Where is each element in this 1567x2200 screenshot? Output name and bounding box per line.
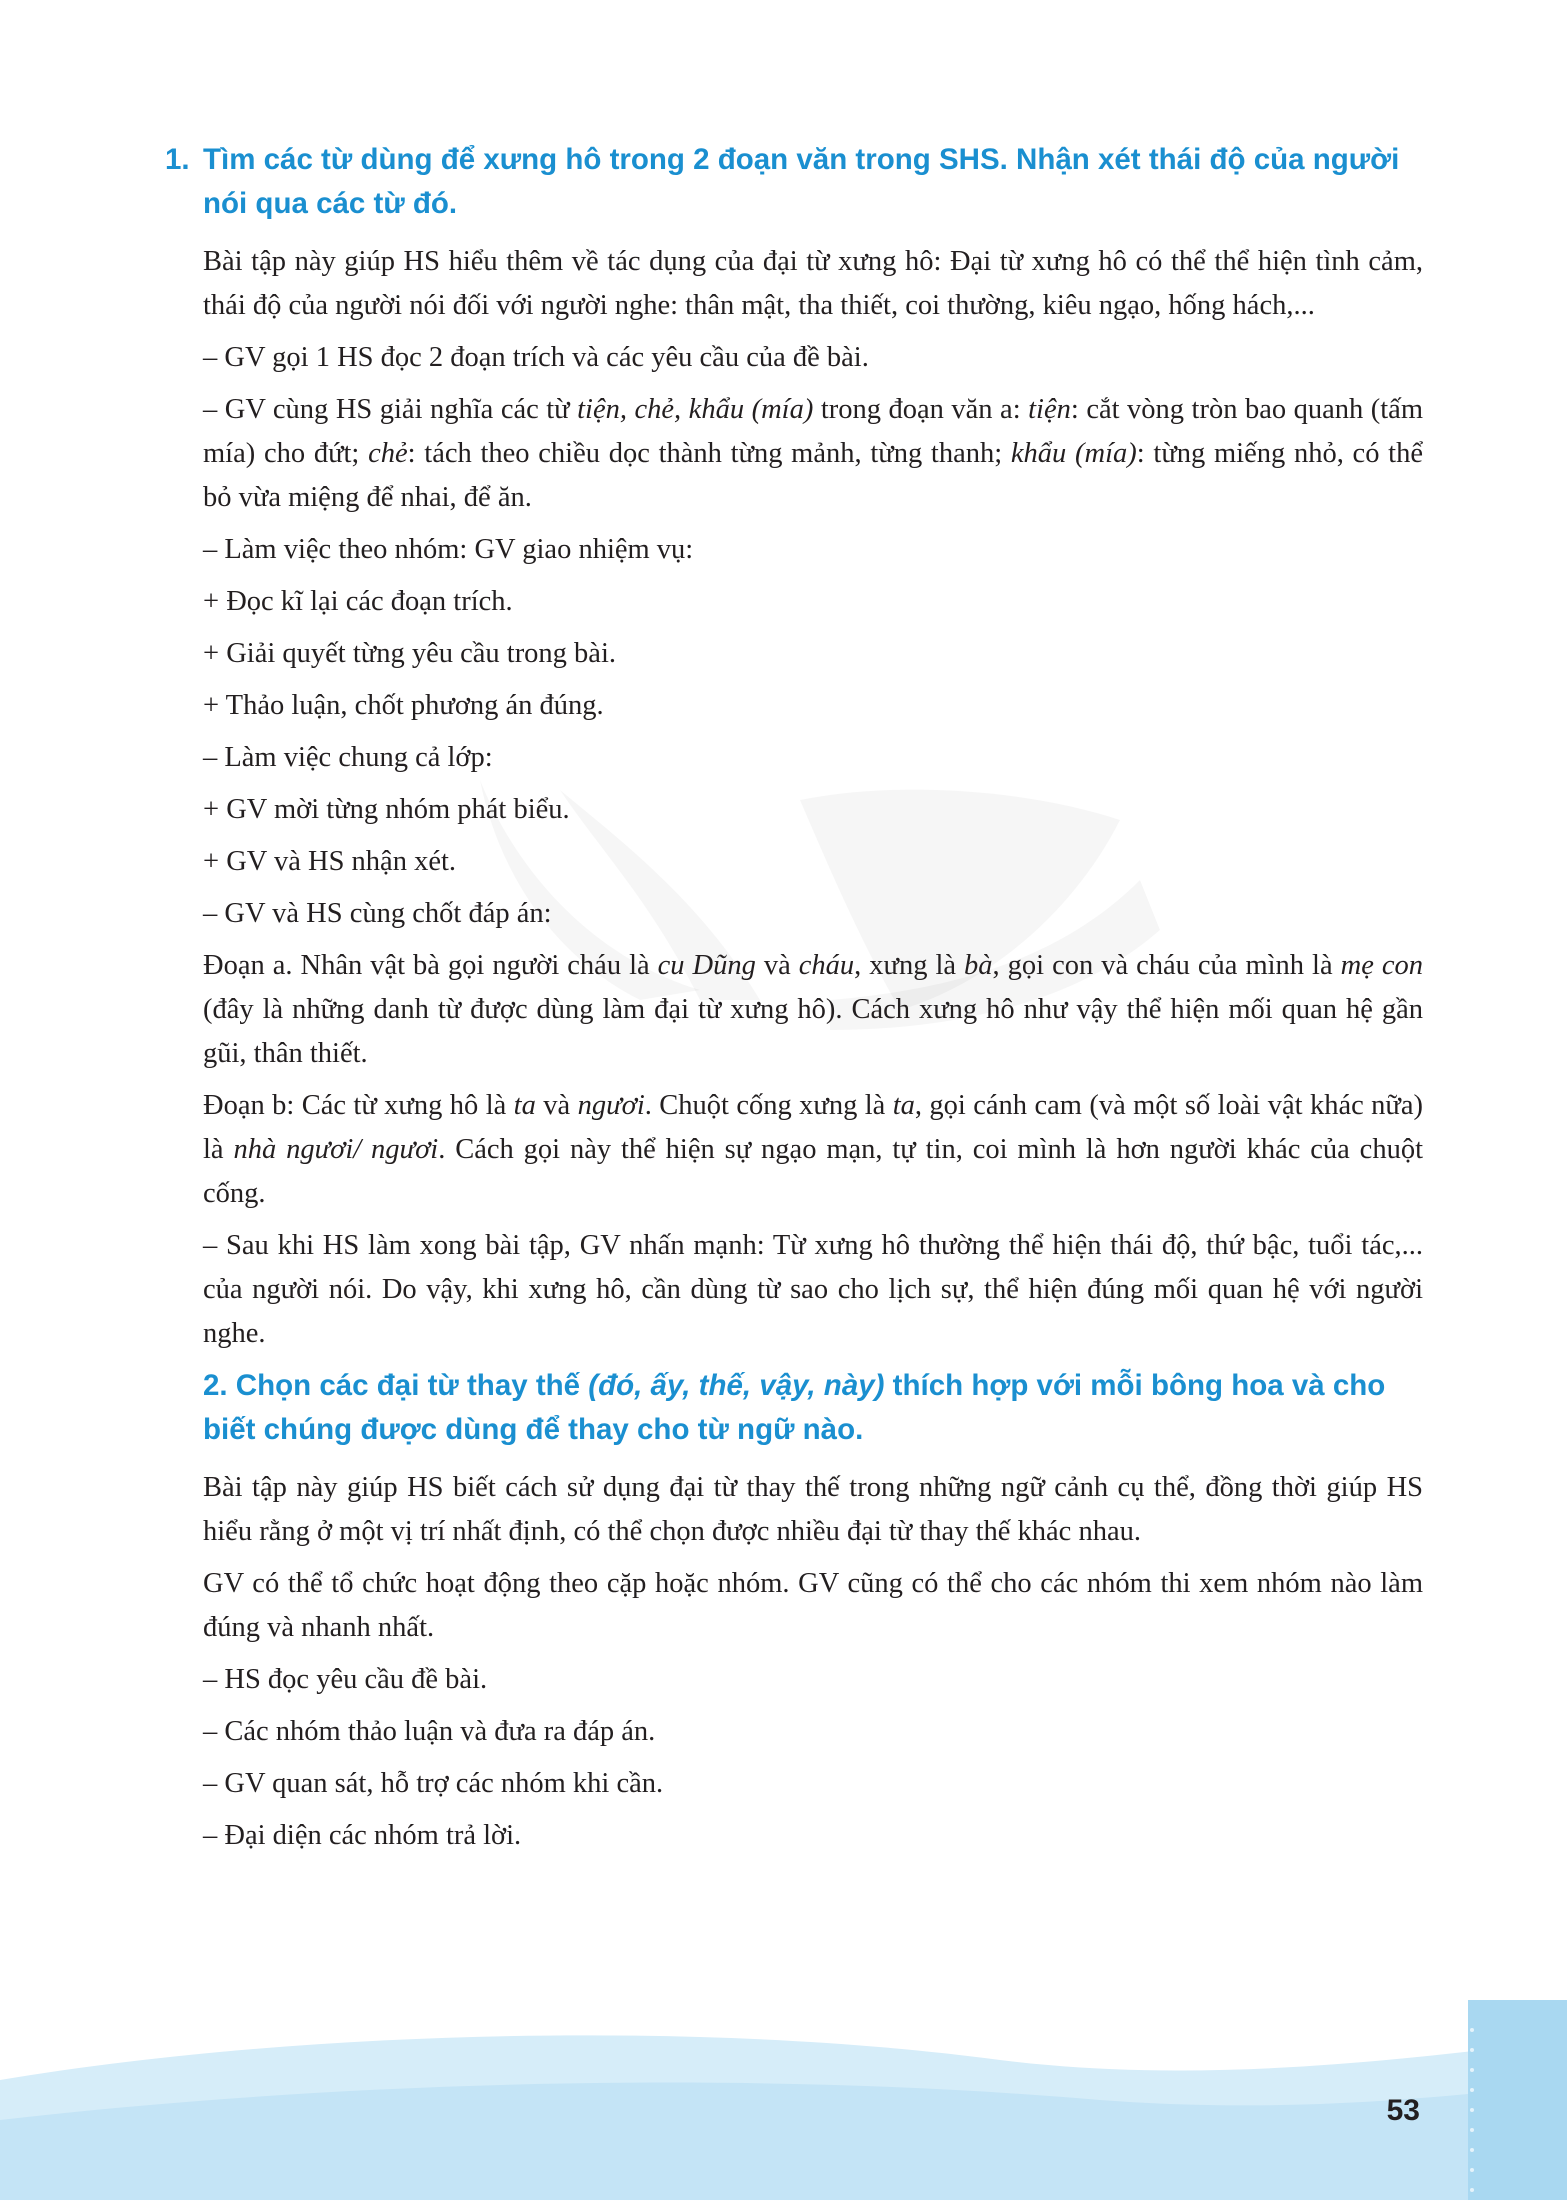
exercise-1-answer-b: Đoạn b: Các từ xưng hô là ta và ngươi. Chuột cống xưng là ta, gọi cánh cam (và một số loài vật khác nữa) là nhà ngươi/ ngươi. Cách gọi này thể hiện sự ngạo mạn, tự tin, coi mình là hơn người khác của chuột cống. xyxy=(203,1090,1424,1209)
page-content xyxy=(165,138,1424,1866)
exercise-1-title: Tìm các từ dùng để xưng hô trong 2 đoạn văn trong SHS. Nhận xét thái độ của người nói qua các từ đó. xyxy=(203,143,1400,220)
exercise-1-task-solve: + Giải quyết từng yêu cầu trong bài. xyxy=(203,638,616,669)
exercise-1-number: 1. xyxy=(165,143,190,176)
exercise-1-task-discuss: + Thảo luận, chốt phương án đúng. xyxy=(203,690,604,721)
footer-wave xyxy=(0,2000,1567,2200)
exercise-2-step-discuss: – Các nhóm thảo luận và đưa ra đáp án. xyxy=(203,1716,656,1747)
exercise-1-answer-a: Đoạn a. Nhân vật bà gọi người cháu là cu Dũng và cháu, xưng là bà, gọi con và cháu của mình là mẹ con (đây là những danh từ được dùng làm đại từ xưng hô). Cách xưng hô như vậy thể hiện mối quan hệ gần gũi, thân thiết. xyxy=(203,950,1423,1069)
exercise-1-heading xyxy=(165,138,1423,226)
exercise-2-step-answer: – Đại diện các nhóm trả lời. xyxy=(203,1820,522,1851)
exercise-2-organize: GV có thể tổ chức hoạt động theo cặp hoặc nhóm. GV cũng có thể cho các nhóm thi xem nhóm nào làm đúng và nhanh nhất. xyxy=(203,1568,1423,1643)
exercise-1-class-review: + GV và HS nhận xét. xyxy=(203,846,457,877)
exercise-1-group-work: – Làm việc theo nhóm: GV giao nhiệm vụ: xyxy=(203,534,694,565)
exercise-1-class-work: – Làm việc chung cả lớp: xyxy=(203,742,493,773)
exercise-2-heading: 2. Chọn các đại từ thay thế (đó, ấy, thế, vậy, này) thích hợp với mỗi bông hoa và cho biết chúng được dùng để thay cho từ ngữ nào. xyxy=(203,1369,1386,1446)
exercise-2-intro: Bài tập này giúp HS biết cách sử dụng đại từ thay thế trong những ngữ cảnh cụ thể, đồng thời giúp HS hiểu rằng ở một vị trí nhất định, có thể chọn được nhiều đại từ thay thế khác nhau. xyxy=(203,1472,1423,1547)
exercise-1-conclude: – GV và HS cùng chốt đáp án: xyxy=(203,898,552,929)
exercise-2-step-support: – GV quan sát, hỗ trợ các nhóm khi cần. xyxy=(203,1768,664,1799)
exercise-1-step-read: – GV gọi 1 HS đọc 2 đoạn trích và các yêu cầu của đề bài. xyxy=(203,342,869,373)
exercise-1-step-vocabulary: – GV cùng HS giải nghĩa các từ tiện, chẻ, khẩu (mía) trong đoạn văn a: tiện: cắt vòng tròn bao quanh (tấm mía) cho đứt; chẻ: tách theo chiều dọc thành từng mảnh, từng thanh; khẩu (mía): từng miếng nhỏ, có thể bỏ vừa miệng để nhai, để ăn. xyxy=(203,394,1423,513)
exercise-1-class-present: + GV mời từng nhóm phát biểu. xyxy=(203,794,570,825)
exercise-1-task-read: + Đọc kĩ lại các đoạn trích. xyxy=(203,586,513,617)
exercise-1-intro: Bài tập này giúp HS hiểu thêm về tác dụng của đại từ xưng hô: Đại từ xưng hô có thể thể hiện tình cảm, thái độ của người nói đối với người nghe: thân mật, tha thiết, coi thường, kiêu ngạo, hống hách,... xyxy=(203,246,1423,321)
page-number: 53 xyxy=(1386,2094,1420,2127)
exercise-1-emphasis: – Sau khi HS làm xong bài tập, GV nhấn mạnh: Từ xưng hô thường thể hiện thái độ, thứ bậc, tuổi tác,... của người nói. Do vậy, khi xưng hô, cần dùng từ sao cho lịch sự, thể hiện đúng mối quan hệ với người nghe. xyxy=(203,1230,1423,1349)
exercise-2-step-read: – HS đọc yêu cầu đề bài. xyxy=(203,1664,488,1695)
